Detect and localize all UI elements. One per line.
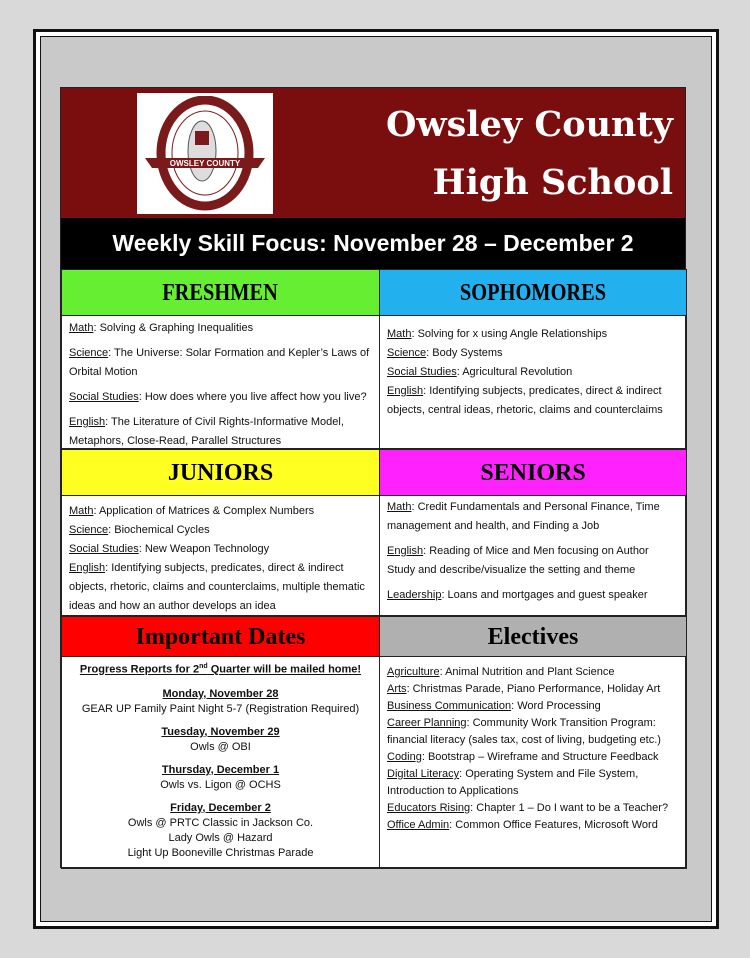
date-heading: Thursday, December 1 [161, 763, 280, 776]
subject-label: Math [69, 505, 94, 517]
subject-label: Social Studies [387, 366, 457, 378]
subject-text: : Reading of Mice and Men focusing on Author Study and describe/visualize the setting and theme [387, 545, 649, 576]
subject-item [387, 766, 679, 800]
subject-label: Science [69, 524, 109, 536]
subject-item [69, 413, 372, 451]
subject-item [387, 749, 679, 766]
freshmen-list [61, 315, 380, 461]
subject-item [387, 715, 679, 749]
subject-text: : Loans and mortgages and guest speaker [441, 589, 648, 601]
date-heading: Tuesday, November 29 [161, 725, 280, 738]
event-text: Light Up Booneville Christmas Parade [127, 846, 314, 859]
school-logo [137, 93, 273, 214]
subject-item [69, 521, 372, 540]
subject-item [387, 586, 679, 605]
juniors-list [61, 498, 380, 620]
subject-text: : Community Work Transition Program: financial literacy (sales tax, cost of living, budgeting etc.) [387, 717, 661, 746]
subject-item [387, 698, 679, 715]
subject-label: Arts [387, 683, 407, 695]
subject-text: : Solving & Graphing Inequalities [93, 322, 254, 334]
subject-text: : Body Systems [426, 347, 503, 359]
date-heading: Friday, December 2 [170, 801, 271, 814]
header [61, 88, 685, 218]
dates-header: Important Dates [61, 616, 380, 657]
subject-text: : Solving for x using Angle Relationships [411, 328, 608, 340]
seniors-list [379, 494, 687, 615]
weekly-banner: Weekly Skill Focus: November 28 – December 2 [61, 218, 685, 269]
subject-text: : How does where you live affect how you live? [138, 391, 367, 403]
electives-header: Electives [379, 616, 687, 657]
subject-text: : Bootstrap – Wireframe and Structure Feedback [421, 751, 659, 763]
newsletter [60, 87, 686, 868]
title-line-1: Owsley County [385, 104, 673, 145]
subject-item [387, 542, 679, 580]
subject-item [387, 325, 679, 344]
subject-label: Business Communication [387, 700, 512, 712]
subject-item [387, 681, 679, 698]
freshmen-header: FRESHMEN [61, 269, 380, 316]
subject-label: Educators Rising [387, 802, 471, 814]
subject-item [387, 382, 679, 420]
sophomores-header: SOPHOMORES [379, 269, 687, 316]
title-line-2: High School [432, 162, 673, 203]
subject-label: Digital Literacy [387, 768, 460, 780]
date-entry [69, 725, 372, 755]
subject-item [387, 498, 679, 536]
subject-item [69, 502, 372, 521]
subject-text: : Identifying subjects, predicates, direct & indirect objects, central ideas, rhetoric, claims and counterclaims [387, 385, 663, 416]
subject-text: : Chapter 1 – Do I want to be a Teacher? [470, 802, 669, 814]
subject-text: : Operating System and File System, Introduction to Applications [387, 768, 639, 797]
subject-item [387, 817, 679, 834]
date-heading: Monday, November 28 [162, 687, 279, 700]
date-entry [69, 763, 372, 793]
school-name [386, 96, 673, 212]
subject-label: Math [387, 328, 412, 340]
subject-label: Office Admin [387, 819, 450, 831]
seniors-header: SENIORS [379, 449, 687, 496]
subject-label: Math [69, 322, 94, 334]
subject-label: Math [387, 501, 412, 513]
event-text: Lady Owls @ Hazard [168, 831, 273, 844]
subject-label: Science [387, 347, 427, 359]
progress-notice: Progress Reports for 2nd Quarter will be mailed home! [79, 663, 362, 676]
subject-text: : The Universe: Solar Formation and Kepler’s Laws of Orbital Motion [69, 347, 370, 378]
subject-item [387, 800, 679, 817]
subject-item [387, 363, 679, 382]
subject-text: : Agricultural Revolution [456, 366, 573, 378]
subject-item [69, 319, 372, 338]
sophomores-list [379, 321, 687, 424]
subject-item [69, 540, 372, 559]
subject-label: Coding [387, 751, 422, 763]
subject-label: Social Studies [69, 543, 139, 555]
subject-text: : New Weapon Technology [138, 543, 270, 555]
electives-list [379, 660, 687, 838]
subject-label: English [69, 416, 106, 428]
owl-crest-icon [140, 96, 270, 211]
subject-text: : Christmas Parade, Piano Performance, Holiday Art [406, 683, 661, 695]
subject-item [69, 559, 372, 616]
subject-label: Science [69, 347, 109, 359]
event-text: GEAR UP Family Paint Night 5-7 (Registration Required) [81, 702, 360, 715]
subject-label: English [69, 562, 106, 574]
subject-item [69, 388, 372, 407]
subject-text: : Application of Matrices & Complex Numbers [93, 505, 315, 517]
svg-text:OWSLEY COUNTY: OWSLEY COUNTY [169, 159, 241, 168]
subject-item [69, 344, 372, 382]
date-entry [69, 687, 372, 717]
juniors-header: JUNIORS [61, 449, 380, 496]
event-text: Owls vs. Ligon @ OCHS [160, 778, 281, 791]
subject-text: : Credit Fundamentals and Personal Finance, Time management and health, and Finding a Job [387, 501, 660, 532]
subject-item [387, 344, 679, 363]
subject-label: English [387, 385, 424, 397]
subject-label: Social Studies [69, 391, 139, 403]
subject-text: : The Literature of Civil Rights-Informative Model, Metaphors, Close-Read, Parallel Structures [69, 416, 344, 447]
event-text: Owls @ OBI [190, 740, 251, 753]
subject-label: Agriculture [387, 666, 440, 678]
subject-label: Leadership [387, 589, 442, 601]
dates-list [61, 656, 380, 873]
subject-item [387, 664, 679, 681]
date-entry [69, 801, 372, 861]
subject-text: : Common Office Features, Microsoft Word [449, 819, 658, 831]
subject-text: : Biochemical Cycles [108, 524, 210, 536]
subject-text: : Animal Nutrition and Plant Science [439, 666, 615, 678]
subject-label: English [387, 545, 424, 557]
subject-text: : Identifying subjects, predicates, direct & indirect objects, rhetoric, claims and counterclaims, multiple thematic ideas and how an author develops an idea [69, 562, 365, 612]
subject-label: Career Planning [387, 717, 467, 729]
event-text: Owls @ PRTC Classic in Jackson Co. [127, 816, 314, 829]
subject-text: : Word Processing [511, 700, 601, 712]
